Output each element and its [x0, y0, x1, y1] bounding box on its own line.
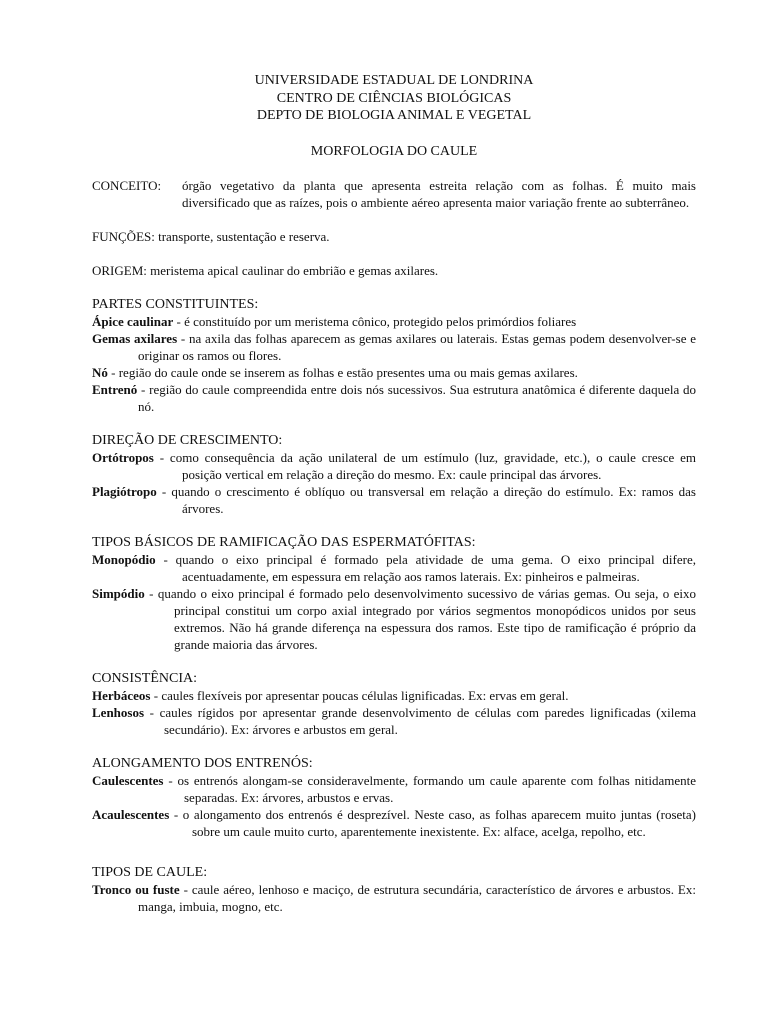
direcao-heading: DIREÇÃO DE CRESCIMENTO: [92, 432, 283, 448]
list-item [92, 313, 696, 330]
list-item [92, 364, 696, 381]
definition-text: - região do caule compreendida entre dois nós sucessivos. Sua estrutura anatômica é diferente daquela do nó. [137, 381, 696, 414]
origem-line: ORIGEM: meristema apical caulinar do embrião e gemas axilares. [92, 262, 439, 278]
list-item [92, 704, 696, 738]
tipos-section [92, 864, 696, 915]
consistencia-section [92, 670, 696, 738]
list-item [92, 551, 696, 585]
center-name: CENTRO DE CIÊNCIAS BIOLÓGICAS [276, 90, 512, 106]
list-item [92, 483, 696, 517]
direcao-section [92, 432, 696, 517]
term-apice: Ápice caulinar [92, 313, 174, 329]
document-page [92, 72, 696, 915]
conceito-text: órgão vegetativo da planta que apresenta estreita relação com as folhas. É muito mais diversificado que as raízes, pois o ambiente aéreo apresenta maior variação frente ao subterrâneo. [182, 177, 696, 210]
term-acaulescentes: Acaulescentes [92, 806, 170, 822]
conceito-section [92, 177, 696, 211]
term-gemas: Gemas axilares [92, 330, 178, 346]
term-simpodio: Simpódio [92, 585, 145, 601]
list-item [92, 381, 696, 415]
alongamento-heading: ALONGAMENTO DOS ENTRENÓS: [92, 755, 313, 771]
term-monopodio: Monopódio [92, 551, 156, 567]
definition-text: - quando o eixo principal é formado pelo desenvolvimento sucessivo de várias gemas. Ou seja, o eixo principal constitui um corpo axial integrado por vários segmentos monopódicos unidos por seus extremos. Não há grande diferença na espessura dos ramos. Este tipo de ramificação é próprio da grande maioria das árvores. [144, 585, 696, 652]
definition-text: - caules flexíveis por apresentar poucas células lignificadas. Ex: ervas em geral. [150, 687, 569, 703]
definition-text: - região do caule onde se inserem as folhas e estão presentes uma ou mais gemas axilares. [107, 364, 578, 380]
term-tronco: Tronco ou fuste [92, 881, 180, 897]
ramificacao-heading: TIPOS BÁSICOS DE RAMIFICAÇÃO DAS ESPERMATÓFITAS: [92, 534, 476, 550]
list-item [92, 806, 696, 840]
definition-text: - caules rígidos por apresentar grande desenvolvimento de células com paredes lignificadas (xilema secundário). Ex: árvores e arbustos em geral. [144, 704, 696, 737]
term-lenhosos: Lenhosos [92, 704, 145, 720]
definition-text: - é constituído por um meristema cônico, protegido pelos primórdios foliares [173, 313, 577, 329]
partes-heading: PARTES CONSTITUINTES: [92, 296, 259, 312]
partes-section [92, 296, 696, 415]
list-item [92, 585, 696, 653]
document-title: MORFOLOGIA DO CAULE [310, 143, 478, 159]
alongamento-section [92, 755, 696, 840]
definition-text: - quando o eixo principal é formado pela atividade de uma gema. O eixo principal difere, acentuadamente, em espessura em relação aos ramos laterais. Ex: pinheiros e palmeiras. [155, 551, 696, 584]
document-header [92, 72, 696, 125]
tipos-heading: TIPOS DE CAULE: [92, 864, 208, 880]
list-item [92, 330, 696, 364]
term-no: Nó [92, 364, 108, 380]
term-entreno: Entrenó [92, 381, 138, 397]
term-caulescentes: Caulescentes [92, 772, 164, 788]
list-item [92, 687, 696, 704]
term-herbaceos: Herbáceos [92, 687, 151, 703]
funcoes-line: FUNÇÕES: transporte, sustentação e reserva. [92, 228, 330, 244]
term-plagiotropo: Plagiótropo [92, 483, 157, 499]
list-item [92, 449, 696, 483]
department-name: DEPTO DE BIOLOGIA ANIMAL E VEGETAL [256, 108, 532, 123]
definition-text: - caule aéreo, lenhoso e maciço, de estrutura secundária, característico de árvores e arbustos. Ex: manga, imbuia, mogno, etc. [138, 881, 696, 914]
term-ortotropos: Ortótropos [92, 449, 154, 465]
list-item [92, 881, 696, 915]
definition-text: - o alongamento dos entrenós é desprezível. Neste caso, as folhas aparecem muito juntas (roseta) sobre um caule muito curto, aparentemente inexistente. Ex: alface, acelga, repolho, etc. [169, 806, 696, 839]
ramificacao-section [92, 534, 696, 653]
definition-text: - como consequência da ação unilateral de um estímulo (luz, gravidade, etc.), o caule cresce em posição vertical em relação a direção do mesmo. Ex: caule principal das árvores. [153, 449, 696, 482]
university-name: UNIVERSIDADE ESTADUAL DE LONDRINA [254, 73, 534, 88]
consistencia-heading: CONSISTÊNCIA: [92, 670, 198, 686]
definition-text: - quando o crescimento é oblíquo ou transversal em relação a direção do estímulo. Ex: ramos das árvores. [156, 483, 696, 516]
definition-text: - os entrenós alongam-se consideravelmente, formando um caule aparente com folhas nitidamente separadas. Ex: árvores, arbustos e ervas. [163, 772, 696, 805]
conceito-label: CONCEITO: [92, 177, 162, 193]
list-item [92, 772, 696, 806]
definition-text: - na axila das folhas aparecem as gemas axilares ou laterais. Estas gemas podem desenvolver-se e originar os ramos ou flores. [138, 330, 697, 363]
